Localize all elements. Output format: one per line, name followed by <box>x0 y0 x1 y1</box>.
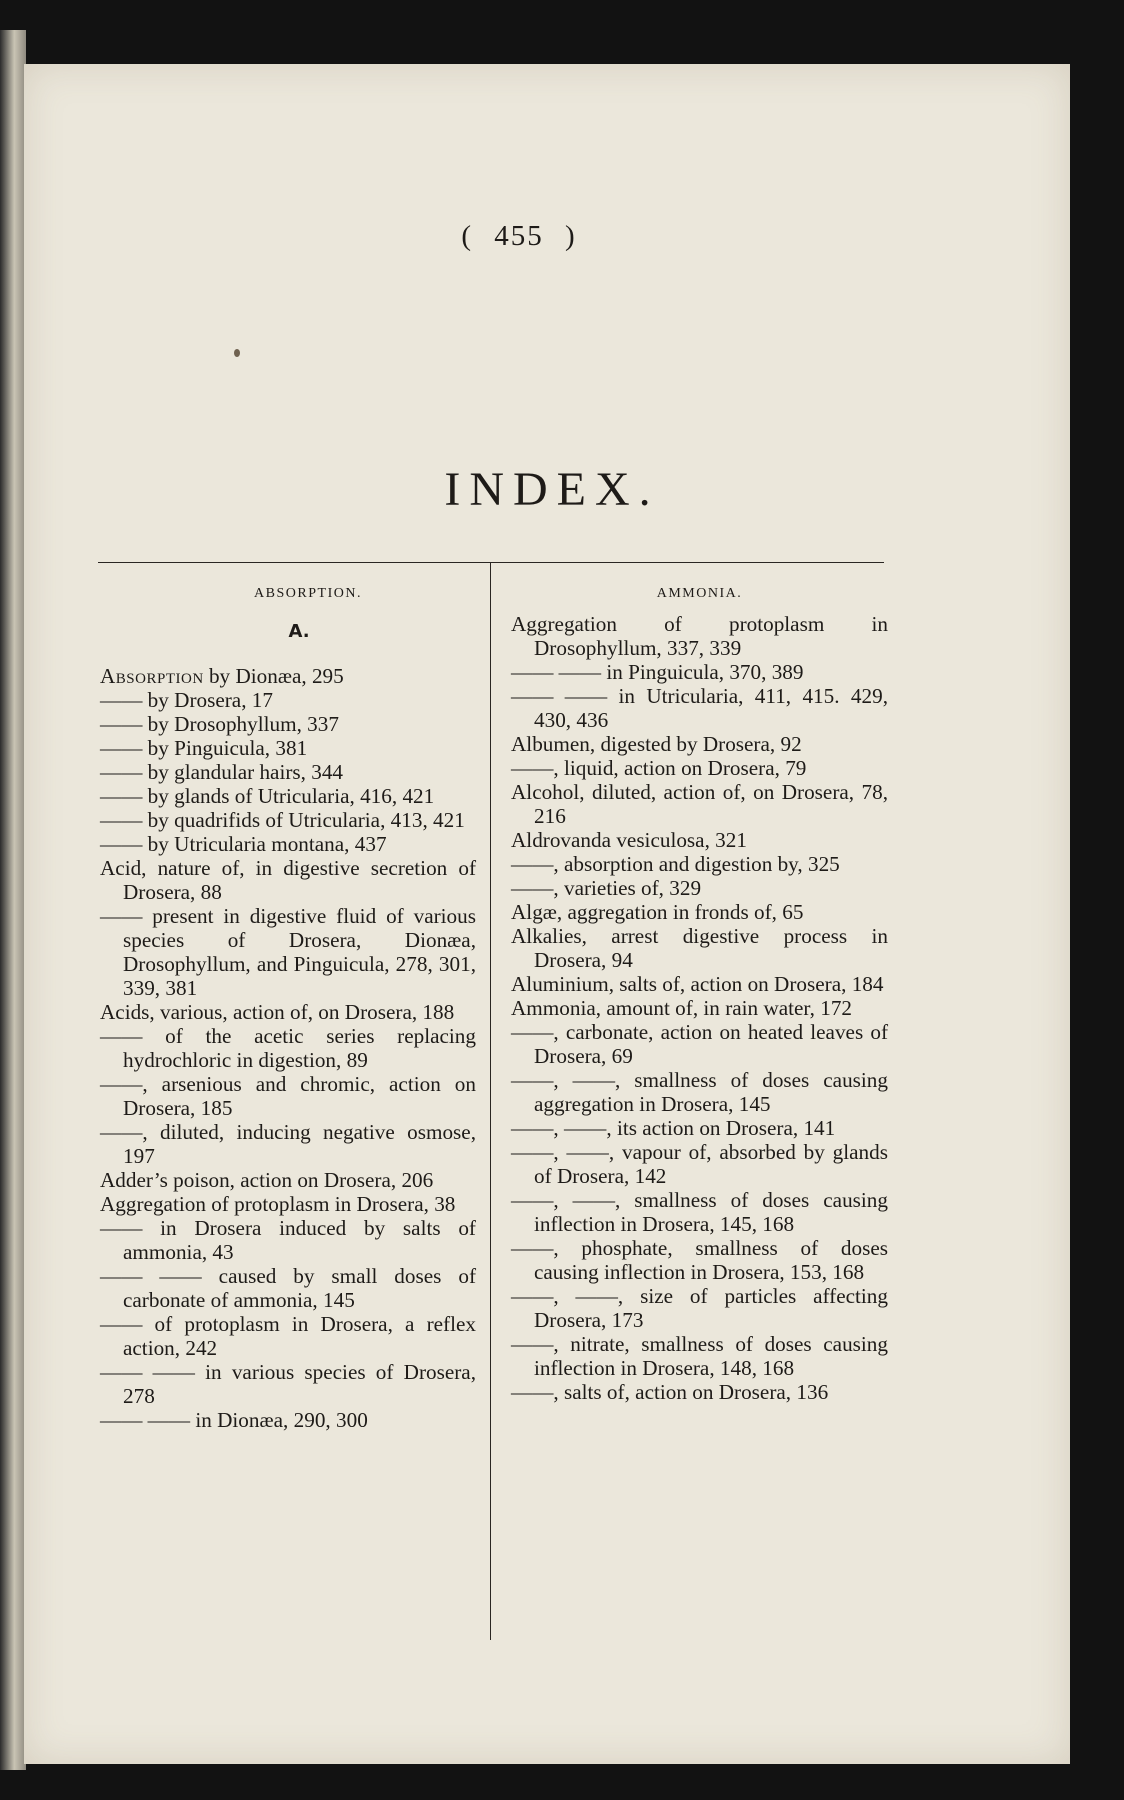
entry-text: by Dionæa, 295 <box>203 664 344 688</box>
index-entry <box>100 1000 476 1024</box>
left-running-head: ABSORPTION. <box>254 586 362 601</box>
book-spine-edge <box>0 30 26 1770</box>
index-entry <box>511 972 888 996</box>
entry-text: Aggregation of protoplasm in Drosophyllum, 337, 339 <box>511 612 888 660</box>
left-column <box>100 582 476 1432</box>
index-entry <box>511 1140 888 1188</box>
index-entry <box>100 808 476 832</box>
entry-text: —— of the acetic series replacing hydrochloric in digestion, 89 <box>100 1024 476 1072</box>
index-entry <box>100 1312 476 1360</box>
section-letter: A. <box>288 621 310 642</box>
index-entry <box>100 1168 476 1192</box>
entry-text: Alcohol, diluted, action of, on Drosera, 78, 216 <box>511 780 888 828</box>
index-entry <box>100 664 476 688</box>
entry-text: ——, diluted, inducing negative osmose, 197 <box>100 1120 476 1168</box>
entry-text: —— by Drosophyllum, 337 <box>100 712 339 736</box>
index-entry <box>100 760 476 784</box>
entry-text: —— present in digestive fluid of various species of Drosera, Dionæa, Drosophyllum, and Pinguicula, 278, 301, 339, 381 <box>100 904 476 1000</box>
index-entry <box>511 1116 888 1140</box>
entry-text: ——, arsenious and chromic, action on Drosera, 185 <box>100 1072 476 1120</box>
index-entry <box>511 1236 888 1284</box>
entry-text: —— by Pinguicula, 381 <box>100 736 308 760</box>
entry-text: Adder’s poison, action on Drosera, 206 <box>100 1168 434 1192</box>
entry-text: Algæ, aggregation in fronds of, 65 <box>511 900 804 924</box>
entry-text: ——, ——, vapour of, absorbed by glands of Drosera, 142 <box>511 1140 888 1188</box>
index-entry <box>100 712 476 736</box>
entry-text: —— in Drosera induced by salts of ammonia, 43 <box>100 1216 476 1264</box>
entry-text: ——, varieties of, 329 <box>511 876 702 900</box>
index-entry <box>511 924 888 972</box>
entry-headword: Absorption <box>100 664 204 688</box>
entry-text: ——, ——, smallness of doses causing inflection in Drosera, 145, 168 <box>511 1188 888 1236</box>
entry-text: —— by Utricularia montana, 437 <box>100 832 387 856</box>
entry-text: ——, nitrate, smallness of doses causing inflection in Drosera, 148, 168 <box>511 1332 888 1380</box>
entry-text: ——, ——, its action on Drosera, 141 <box>511 1116 836 1140</box>
entry-text: ——, liquid, action on Drosera, 79 <box>511 756 807 780</box>
book-page <box>24 64 1070 1764</box>
entry-text: —— of protoplasm in Drosera, a reflex action, 242 <box>100 1312 476 1360</box>
index-entry <box>511 828 888 852</box>
index-entry <box>100 688 476 712</box>
entry-text: Aggregation of protoplasm in Drosera, 38 <box>100 1192 456 1216</box>
index-entry <box>511 612 888 660</box>
index-entry <box>511 876 888 900</box>
index-entry <box>511 780 888 828</box>
index-entry <box>511 1380 888 1404</box>
right-column <box>511 582 888 1404</box>
index-entry <box>511 900 888 924</box>
index-entry <box>100 904 476 1000</box>
index-entry <box>100 856 476 904</box>
column-divider <box>490 562 491 1640</box>
entry-text: Acid, nature of, in digestive secretion of Drosera, 88 <box>100 856 476 904</box>
index-entry <box>100 1408 476 1432</box>
entry-text: —— —— caused by small doses of carbonate of ammonia, 145 <box>100 1264 476 1312</box>
page-title: INDEX. <box>444 463 660 516</box>
index-entry <box>511 1284 888 1332</box>
entry-text: —— —— in Pinguicula, 370, 389 <box>511 660 804 684</box>
entry-text: —— by glandular hairs, 344 <box>100 760 344 784</box>
page-number: ( 455 ) <box>461 220 577 252</box>
index-entry <box>100 1360 476 1408</box>
index-entry <box>511 684 888 732</box>
index-entry <box>511 996 888 1020</box>
entry-text: —— —— in Utricularia, 411, 415. 429, 430, 436 <box>511 684 888 732</box>
index-entry <box>100 1024 476 1072</box>
entry-text: —— by glands of Utricularia, 416, 421 <box>100 784 435 808</box>
entry-text: ——, ——, size of particles affecting Drosera, 173 <box>511 1284 888 1332</box>
entry-text: —— by quadrifids of Utricularia, 413, 421 <box>100 808 465 832</box>
index-entry <box>511 756 888 780</box>
index-entry <box>100 832 476 856</box>
index-entry <box>511 1068 888 1116</box>
index-entry <box>100 1072 476 1120</box>
right-running-head: AMMONIA. <box>656 586 743 601</box>
entry-text: Aldrovanda vesiculosa, 321 <box>511 828 747 852</box>
index-entry <box>100 736 476 760</box>
index-entry <box>100 1120 476 1168</box>
index-entry <box>511 660 888 684</box>
index-entry <box>511 852 888 876</box>
index-entry <box>511 1020 888 1068</box>
entry-text: Ammonia, amount of, in rain water, 172 <box>511 996 853 1020</box>
entry-text: —— —— in Dionæa, 290, 300 <box>100 1408 368 1432</box>
index-entry <box>100 1216 476 1264</box>
header-rule <box>98 562 884 563</box>
entry-text: Aluminium, salts of, action on Drosera, 184 <box>511 972 884 996</box>
entry-text: ——, absorption and digestion by, 325 <box>511 852 840 876</box>
entry-text: —— by Drosera, 17 <box>100 688 273 712</box>
paper-speck <box>234 349 240 357</box>
index-entry <box>100 1192 476 1216</box>
right-entry-list <box>511 612 888 1404</box>
index-entry <box>100 784 476 808</box>
entry-text: Alkalies, arrest digestive process in Drosera, 94 <box>511 924 888 972</box>
entry-text: Albumen, digested by Drosera, 92 <box>511 732 802 756</box>
entry-text: ——, ——, smallness of doses causing aggregation in Drosera, 145 <box>511 1068 888 1116</box>
entry-text: —— —— in various species of Drosera, 278 <box>100 1360 476 1408</box>
left-entry-list <box>100 664 476 1432</box>
index-entry <box>511 1332 888 1380</box>
entry-text: Acids, various, action of, on Drosera, 188 <box>100 1000 455 1024</box>
entry-text: ——, phosphate, smallness of doses causing inflection in Drosera, 153, 168 <box>511 1236 888 1284</box>
index-entry <box>511 732 888 756</box>
entry-text: ——, carbonate, action on heated leaves of Drosera, 69 <box>511 1020 888 1068</box>
index-entry <box>100 1264 476 1312</box>
index-entry <box>511 1188 888 1236</box>
entry-text: ——, salts of, action on Drosera, 136 <box>511 1380 829 1404</box>
